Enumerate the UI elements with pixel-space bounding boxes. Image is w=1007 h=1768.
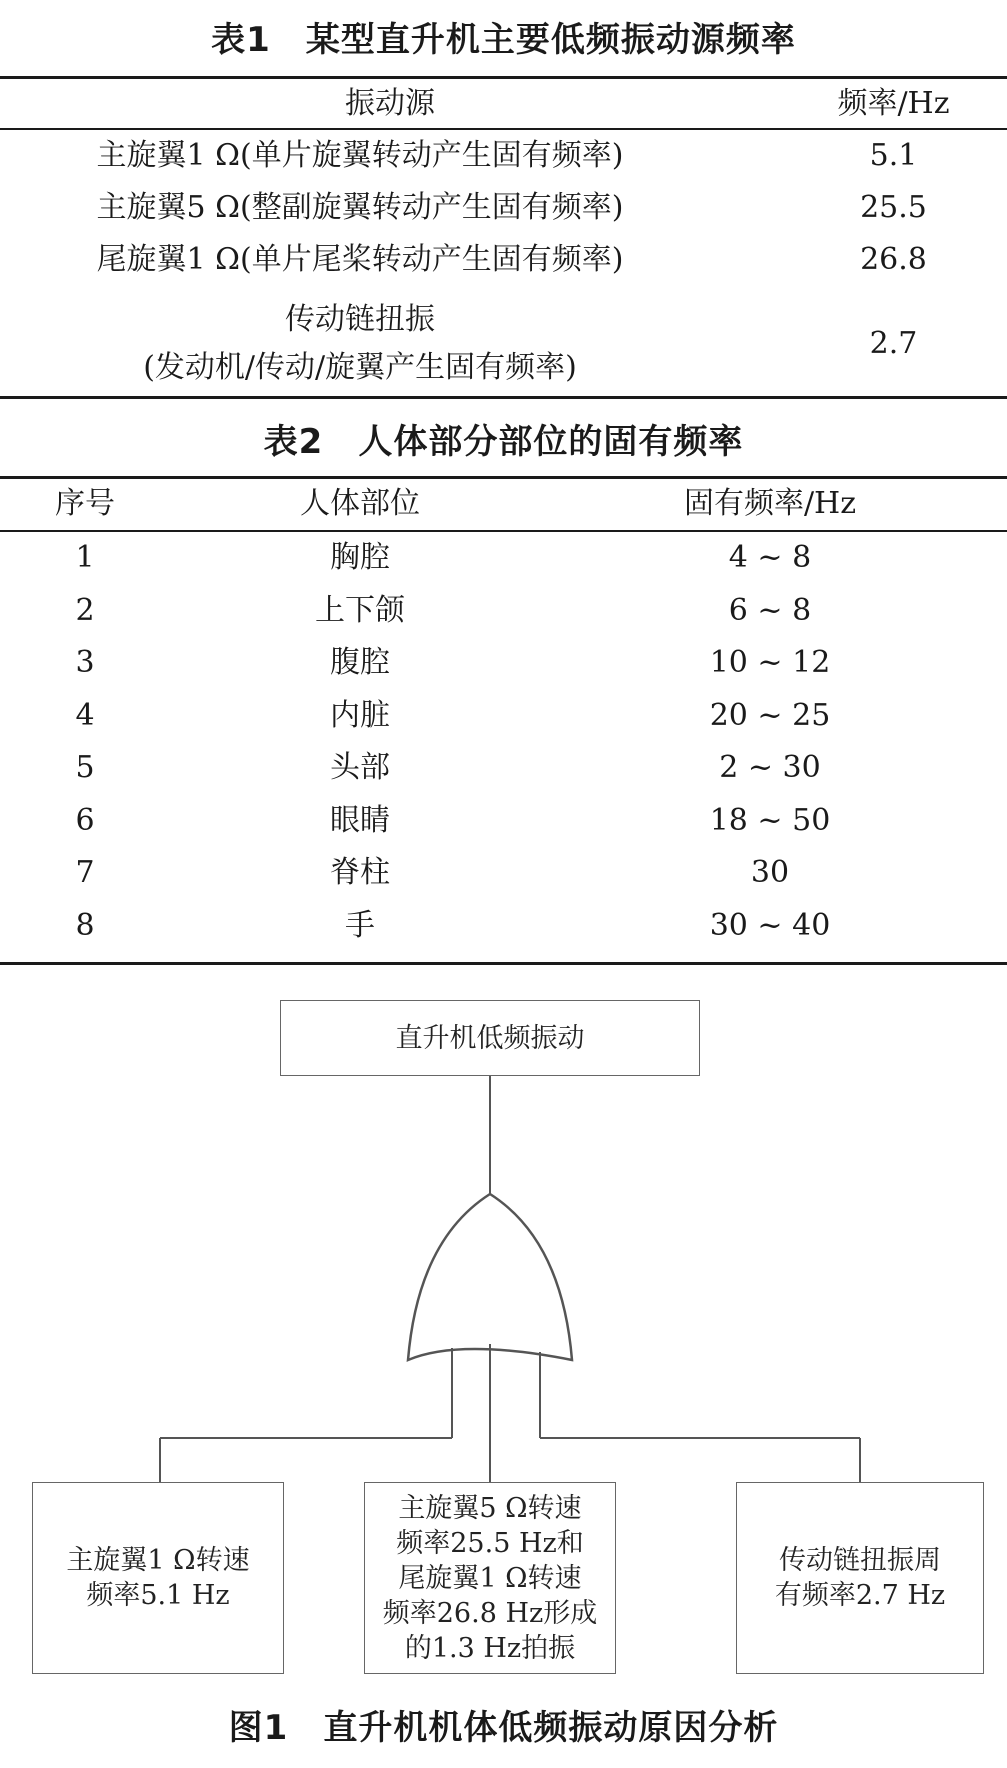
table2-cell-part: 上下颌 [315,593,405,628]
table2-cell-freq: 30 [750,855,790,890]
table1-row-source-line2: (发动机/传动/旋翼产生固有频率) [143,350,577,385]
cause-box-drivetrain-torsion [736,1482,984,1674]
table2-top-rule [0,476,1007,479]
table2-cell-no: 4 [75,698,95,733]
table2-header-freq: 固有频率/Hz [683,486,857,521]
table2-cell-no: 1 [75,540,95,575]
table1-top-rule [0,76,1007,79]
table2-cell-part: 头部 [330,750,390,785]
table2-cell-part: 手 [345,908,375,943]
table2-cell-part: 内脏 [330,698,390,733]
table2-cell-part: 眼睛 [330,803,390,838]
cause-label: 主旋翼1 Ω转速 频率5.1 Hz [66,1545,250,1611]
table1-row-source: 主旋翼1 Ω(单片旋翼转动产生固有频率) [96,138,624,173]
table2-header-part: 人体部位 [300,486,420,521]
table1-header-freq: 频率/Hz [837,86,950,121]
table2-cell-no: 6 [75,803,95,838]
table1-row-freq: 25.5 [860,190,927,225]
table1-row-freq: 26.8 [860,242,927,277]
table1-header-rule [0,128,1007,130]
table2-cell-no: 3 [75,645,95,680]
or-gate-icon [408,1194,572,1360]
table2-cell-no: 7 [75,855,95,890]
top-event-box [280,1000,700,1076]
top-event-label: 直升机低频振动 [395,1022,585,1054]
table1-caption: 表1 某型直升机主要低频振动源频率 [211,20,796,60]
table2-cell-freq: 20 ~ 25 [709,698,831,733]
table2-cell-part: 腹腔 [330,645,390,680]
table1-row-freq: 2.7 [869,326,918,361]
table1-row-freq: 5.1 [869,138,918,173]
table2-cell-part: 胸腔 [330,540,390,575]
table2-header-rule [0,530,1007,532]
cause-label: 主旋翼5 Ω转速 频率25.5 Hz和 尾旋翼1 Ω转速 频率26.8 Hz形成 的1.3 Hz拍振 [382,1492,598,1664]
figure1-caption: 图1 直升机机体低频振动原因分析 [228,1708,779,1748]
table2-cell-freq: 2 ~ 30 [719,750,821,785]
table2-caption: 表2 人体部分部位的固有频率 [263,422,744,462]
table2-bottom-rule [0,962,1007,965]
table2-cell-no: 8 [75,908,95,943]
table1-row-source: 尾旋翼1 Ω(单片尾桨转动产生固有频率) [96,242,624,277]
table2-cell-freq: 30 ~ 40 [709,908,831,943]
table2-cell-freq: 10 ~ 12 [709,645,831,680]
table1-bottom-rule [0,396,1007,399]
cause-box-main-rotor-1omega [32,1482,284,1674]
table2-cell-no: 5 [75,750,95,785]
table1-row-source: 主旋翼5 Ω(整副旋翼转动产生固有频率) [96,190,624,225]
table2-header-no: 序号 [55,486,115,521]
table2-cell-freq: 4 ~ 8 [728,540,812,575]
cause-label: 传动链扭振周 有频率2.7 Hz [774,1545,946,1611]
table1-row-source-line1: 传动链扭振 [285,302,435,337]
table2-cell-no: 2 [75,593,95,628]
table1-header-source: 振动源 [345,86,435,121]
cause-box-beat-vibration [364,1482,616,1674]
table2-cell-part: 脊柱 [330,855,390,890]
table2-cell-freq: 6 ~ 8 [728,593,812,628]
table2-cell-freq: 18 ~ 50 [709,803,831,838]
